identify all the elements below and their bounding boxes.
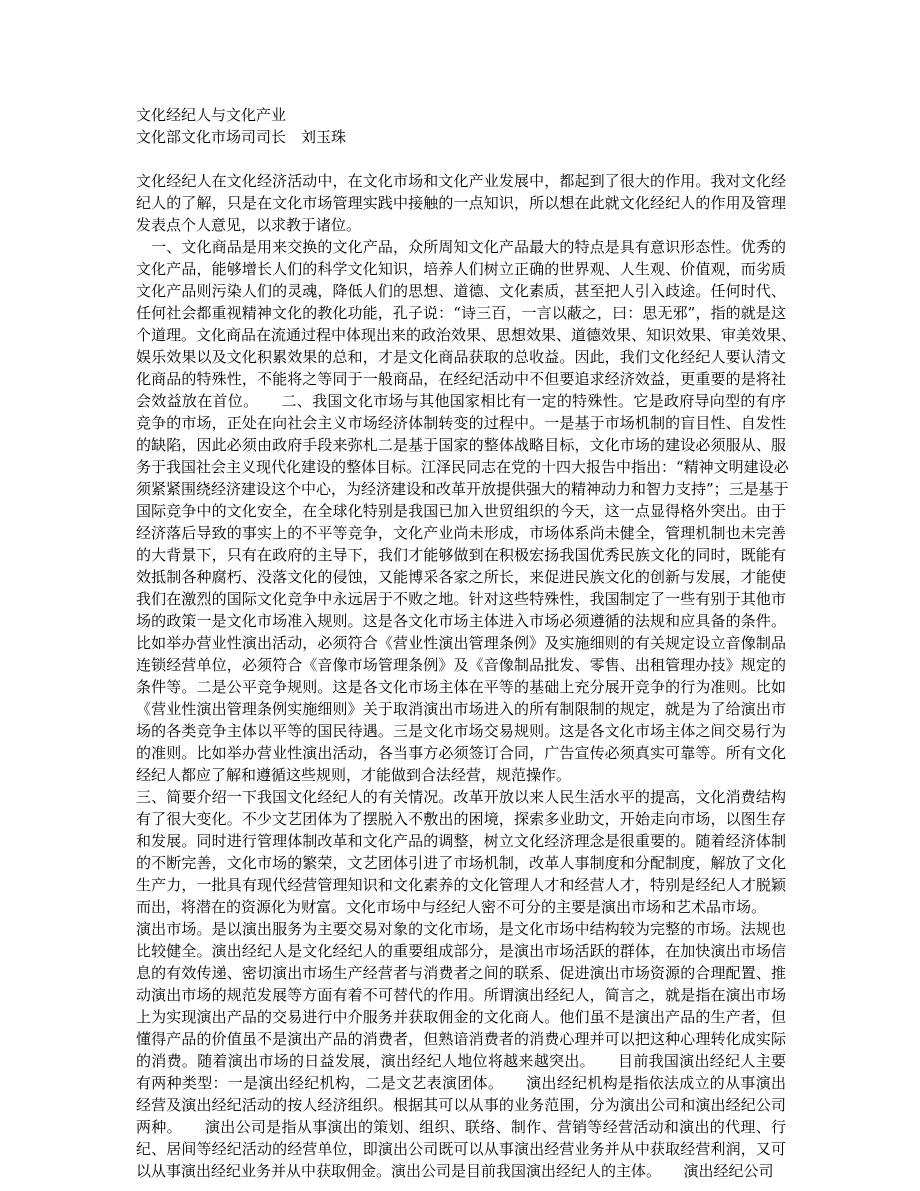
body-text-line: 效抵制各种腐朽、没落文化的侵蚀，又能博采各家之所长，来促进民族文化的创新与发展，才能使	[136, 568, 786, 586]
body-text-line: 有了很大变化。不少文艺团体为了摆脱入不敷出的困境，探索多业助文，开始走向市场，以图生存	[136, 810, 786, 828]
body-text-line: 连锁经营单位，必须符合《音像市场管理条例》及《音像制品批发、零售、出租管理办技》规定的	[136, 656, 786, 674]
body-text-line: 有两种类型：一是演出经纪机构，二是文艺表演团体。 演出经纪机构是指依法成立的从事演出	[136, 1074, 786, 1092]
body-text-line: 以从事演出经纪业务并从中获取佣金。演出公司是目前我国演出经纪人的主体。 演出经纪公司	[136, 1162, 774, 1180]
body-text-line: 经济落后导致的事实上的不平等竞争，文化产业尚未形成，市场体系尚未健全，管理机制也未完善	[136, 524, 786, 542]
body-text-line: 经纪人都应了解和遵循这些规则，才能做到合法经营，规范操作。	[136, 766, 572, 784]
body-text-line: 娱乐效果以及文化积累效果的总和，才是文化商品获取的总收益。因此，我们文化经纪人要认清文	[136, 348, 786, 366]
body-text-line: 场的各类竞争主体以平等的国民待遇。三是文化市场交易规则。这是各文化市场主体之间交易行为	[136, 722, 786, 740]
document-title: 文化经纪人与文化产业	[136, 106, 287, 124]
body-text-line: 比如举办营业性演出活动，必须符合《营业性演出管理条例》及实施细则的有关规定设立音像制品	[136, 634, 786, 652]
body-text-line: 发表点个人意见，以求教于诸位。	[136, 216, 362, 234]
body-text-line: 场的政策一是文化市场准入规则。这是各文化市场主体进入市场必须遵循的法规和应具备的条件。	[136, 612, 786, 630]
body-text-line: 化商品的特殊性，不能将之等同于一般商品，在经纪活动中不但要追求经济效益，更重要的是将社	[136, 370, 786, 388]
body-text-line: 国际竞争中的文化安全，在全球化特别是我国已加入世贸组织的今天，这一点显得格外突出。由于	[136, 502, 786, 520]
body-text-line: 的准则。比如举办营业性演出活动，各当事方必须签订合同，广告宣传必须真实可靠等。所有文化	[136, 744, 786, 762]
body-text-line: 上为实现演出产品的交易进行中介服务并获取佣金的文化商人。他们虽不是演出产品的生产者，但	[136, 1008, 786, 1026]
body-text-line: 文化产品，能够增长人们的科学文化知识，培养人们树立正确的世界观、人生观、价值观，而劣质	[136, 260, 786, 278]
body-text-line: 会效益放在首位。 二、我国文化市场与其他国家相比有一定的特殊性。它是政府导向型的有序	[136, 392, 786, 410]
body-text-line: 的缺陷，因此必须由政府手段来弥札二是基于国家的整体战略目标，文化市场的建设必须服从、服	[136, 436, 786, 454]
body-text-line: 一、文化商品是用来交换的文化产品，众所周知文化产品最大的特点是具有意识形态性。优秀的	[136, 238, 786, 256]
document-author: 文化部文化市场司司长 刘玉珠	[136, 128, 347, 146]
body-text-line: 须紧紧围绕经济建设这个中心，为经济建设和改革开放提供强大的精神动力和智力支持”；三是基于	[136, 480, 789, 498]
body-text-line: 纪人的了解，只是在文化市场管理实践中接触的一点知识，所以想在此就文化经纪人的作用及管理	[136, 194, 786, 212]
body-text-line: 演出市场。是以演出服务为主要交易对象的文化市场，是文化市场中结构较为完整的市场。法规也	[136, 920, 786, 938]
body-text-line: 三、简要介绍一下我国文化经纪人的有关情况。改革开放以来人民生活水平的提高，文化消费结构	[136, 788, 786, 806]
body-text-line: 文化经纪人在文化经济活动中，在文化市场和文化产业发展中，都起到了很大的作用。我对文化经	[136, 172, 786, 190]
body-text-line: 经营及演出经纪活动的按人经济组织。根据其可以从事的业务范围，分为演出公司和演出经纪公司	[136, 1096, 786, 1114]
body-text-line: 纪、居间等经纪活动的经营单位，即演出公司既可以从事演出经营业务并从中获取经营利润，又可	[136, 1140, 786, 1158]
body-text-line: 而出，将潜在的资源化为财富。文化市场中与经纪人密不可分的主要是演出市场和艺术品市场。	[136, 898, 767, 916]
body-text-line: 和发展。同时进行管理体制改革和文化产品的调整，树立文化经济理念是很重要的。随着经济体制	[136, 832, 786, 850]
body-text-line: 务于我国社会主义现代化建设的整体目标。江泽民同志在党的十四大报告中指出：“精神文明建设必	[136, 458, 789, 476]
body-text-line: 的不断完善，文化市场的繁荣，文艺团体引进了市场机制，改革人事制度和分配制度，解放了文化	[136, 854, 786, 872]
blank-line	[136, 148, 786, 170]
body-text-line: 个道理。文化商品在流通过程中体现出来的政治效果、思想效果、道德效果、知识效果、审美效果、	[136, 326, 797, 344]
body-text-line: 任何社会都重视精神文化的教化功能，孔子说：“诗三百，一言以蔽之，曰：思无邪”，指的就是这	[136, 304, 786, 322]
body-text-line: 懂得产品的价值虽不是演出产品的消费者，但熟谙消费者的消费心理并可以把这种心理转化成实际	[136, 1030, 786, 1048]
body-text-line: 两种。 演出公司是指从事演出的策划、组织、联络、制作、营销等经营活动和演出的代理、行	[136, 1118, 786, 1136]
body-text-line: 生产力，一批具有现代经营管理知识和文化素养的文化管理人才和经营人才，特别是经纪人才脱颖	[136, 876, 786, 894]
body-text-line: 文化产品则污染人们的灵魂，降低人们的思想、道德、文化素质，甚至把人引入歧途。任何时代、	[136, 282, 786, 300]
body-text-line: 的消费。随着演出市场的日益发展，演出经纪人地位将越来越突出。 目前我国演出经纪人主要	[136, 1052, 786, 1070]
body-text-line: 竞争的市场，正处在向社会主义市场经济体制转变的过程中。一是基于市场机制的盲目性、自发性	[136, 414, 786, 432]
body-text-line: 的大背景下，只有在政府的主导下，我们才能够做到在积极宏扬我国优秀民族文化的同时，既能有	[136, 546, 786, 564]
document-body	[136, 170, 797, 1182]
body-text-line: 动演出市场的规范发展等方面有着不可替代的作用。所谓演出经纪人，简言之，就是指在演出市场	[136, 986, 786, 1004]
body-text-line: 条件等。二是公平竞争规则。这是各文化市场主体在平等的基础上充分展开竞争的行为准则。比如	[136, 678, 786, 696]
body-text-line: 比较健全。演出经纪人是文化经纪人的重要组成部分，是演出市场活跃的群体，在加快演出市场信	[136, 942, 786, 960]
document-page	[136, 104, 797, 1182]
body-text-line: 《营业性演出管理条例实施细则》关于取消演出市场进入的所有制限制的规定，就是为了给演出市	[136, 700, 786, 718]
body-text-line: 我们在激烈的国际文化竞争中永远居于不败之地。针对这些特殊性，我国制定了一些有别于其他市	[136, 590, 786, 608]
body-text-line: 息的有效传递、密切演出市场生产经营者与消费者之间的联系、促进演出市场资源的合理配置、推	[136, 964, 786, 982]
